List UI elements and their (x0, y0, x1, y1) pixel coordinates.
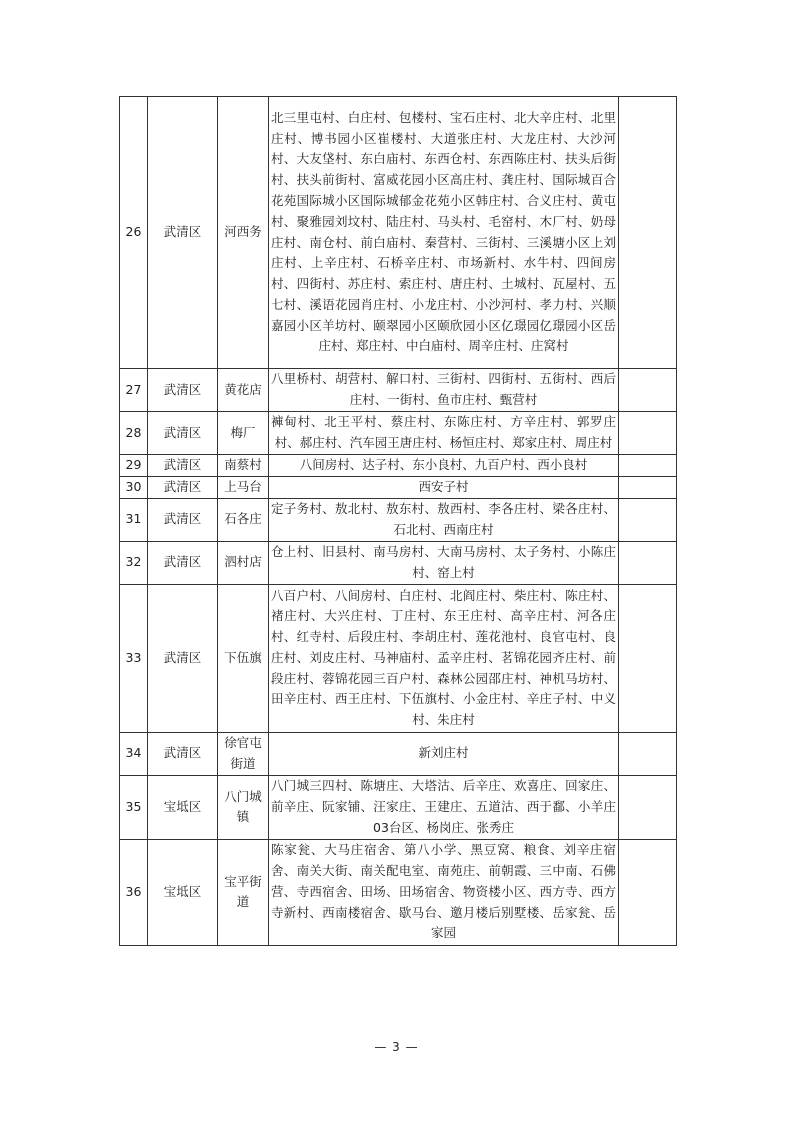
table-row (120, 369, 677, 412)
table-row (120, 476, 677, 498)
district-cell: 武清区 (148, 584, 218, 732)
villages-cell: 八里桥村、胡营村、解口村、三街村、四街村、五街村、西后庄村、一街村、鱼市庄村、甄营村 (269, 369, 619, 412)
villages-cell: 八间房村、达子村、东小良村、九百户村、西小良村 (269, 455, 619, 477)
row-number: 34 (120, 732, 148, 775)
table-row (120, 732, 677, 775)
note-cell (619, 732, 677, 775)
villages-cell: 八门城三四村、陈塘庄、大塔沽、后辛庄、欢喜庄、回家庄、前辛庄、阮家铺、汪家庄、王建庄、五道沽、西于鄱、小羊庄03台区、杨岗庄、张秀庄 (269, 775, 619, 839)
villages-cell: 陈家瓮、大马庄宿舍、第八小学、黑豆窝、粮食、刘辛庄宿舍、南关大街、南关配电室、南苑庄、前朝霞、三中南、石佛营、寺西宿舍、田场、田场宿舍、物资楼小区、西方寺、西方寺新村、西南楼宿舍、歇马台、邀月楼后别墅楼、岳家瓮、岳家园 (269, 839, 619, 945)
note-cell (619, 839, 677, 945)
villages-cell: 北三里屯村、白庄村、包楼村、宝石庄村、北大辛庄村、北里庄村、博书园小区崔楼村、大道张庄村、大龙庄村、大沙河村、大友垡村、东白庙村、东西仓村、东西陈庄村、扶头后街村、扶头前街村、富威花园小区高庄村、龚庄村、国际城百合花苑国际城小区国际城郁金花苑小区韩庄村、合义庄村、黄屯村、聚雅园刘坟村、陆庄村、马头村、毛窑村、木厂村、奶母庄村、南仓村、前白庙村、秦营村、三街村、三溪塘小区上刘庄村、上辛庄村、石桥辛庄村、市场新村、水牛村、四间房村、四街村、苏庄村、索庄村、唐庄村、土城村、瓦屋村、五七村、溪语花园肖庄村、小龙庄村、小沙河村、孝力村、兴顺嘉园小区羊坊村、颐翠园小区颐欣园小区亿璟园亿璟园小区岳庄村、郑庄村、中白庙村、周辛庄村、庄窝村 (269, 97, 619, 369)
note-cell (619, 584, 677, 732)
district-cell: 宝坻区 (148, 839, 218, 945)
row-number: 26 (120, 97, 148, 369)
table-row (120, 775, 677, 839)
outage-area-table (119, 96, 677, 946)
row-number: 30 (120, 476, 148, 498)
row-number: 31 (120, 498, 148, 541)
note-cell (619, 412, 677, 455)
villages-cell: 新刘庄村 (269, 732, 619, 775)
town-cell: 泗村店 (218, 541, 269, 584)
district-cell: 武清区 (148, 97, 218, 369)
row-number: 27 (120, 369, 148, 412)
row-number: 33 (120, 584, 148, 732)
villages-cell: 定子务村、敖北村、敖东村、敖西村、李各庄村、梁各庄村、石北村、西南庄村 (269, 498, 619, 541)
villages-cell: 仓上村、旧县村、南马房村、大南马房村、太子务村、小陈庄村、窑上村 (269, 541, 619, 584)
page-number: — 3 — (374, 1040, 419, 1054)
district-cell: 武清区 (148, 369, 218, 412)
row-number: 29 (120, 455, 148, 477)
district-cell: 宝坻区 (148, 775, 218, 839)
row-number: 35 (120, 775, 148, 839)
town-cell: 下伍旗 (218, 584, 269, 732)
note-cell (619, 476, 677, 498)
row-number: 32 (120, 541, 148, 584)
note-cell (619, 775, 677, 839)
table-body (120, 97, 677, 946)
table-row (120, 584, 677, 732)
note-cell (619, 97, 677, 369)
villages-cell: 西安子村 (269, 476, 619, 498)
note-cell (619, 369, 677, 412)
district-cell: 武清区 (148, 732, 218, 775)
town-cell: 八门城镇 (218, 775, 269, 839)
table-row (120, 541, 677, 584)
table-row (120, 839, 677, 945)
town-cell: 河西务 (218, 97, 269, 369)
town-cell: 徐官屯街道 (218, 732, 269, 775)
note-cell (619, 541, 677, 584)
note-cell (619, 498, 677, 541)
table-row (120, 498, 677, 541)
row-number: 36 (120, 839, 148, 945)
district-cell: 武清区 (148, 476, 218, 498)
district-cell: 武清区 (148, 455, 218, 477)
district-cell: 武清区 (148, 412, 218, 455)
town-cell: 石各庄 (218, 498, 269, 541)
district-cell: 武清区 (148, 541, 218, 584)
town-cell: 梅厂 (218, 412, 269, 455)
villages-cell: 八百户村、八间房村、白庄村、北阎庄村、柴庄村、陈庄村、褚庄村、大兴庄村、丁庄村、东王庄村、高辛庄村、河各庄村、红寺村、后段庄村、李胡庄村、莲花池村、良官屯村、良庄村、刘皮庄村、马神庙村、孟辛庄村、茗锦花园齐庄村、前段庄村、蓉锦花园三百户村、森林公园邵庄村、神机马坊村、田辛庄村、西王庄村、下伍旗村、小金庄村、辛庄子村、中义村、朱庄村 (269, 584, 619, 732)
table-row (120, 455, 677, 477)
town-cell: 黄花店 (218, 369, 269, 412)
table-row (120, 97, 677, 369)
note-cell (619, 455, 677, 477)
town-cell: 上马台 (218, 476, 269, 498)
table-row (120, 412, 677, 455)
row-number: 28 (120, 412, 148, 455)
villages-cell: 褲甸村、北王平村、蔡庄村、东陈庄村、方辛庄村、郭罗庄村、郝庄村、汽车园王唐庄村、杨恒庄村、郑家庄村、周庄村 (269, 412, 619, 455)
town-cell: 宝平街道 (218, 839, 269, 945)
district-cell: 武清区 (148, 498, 218, 541)
town-cell: 南蔡村 (218, 455, 269, 477)
